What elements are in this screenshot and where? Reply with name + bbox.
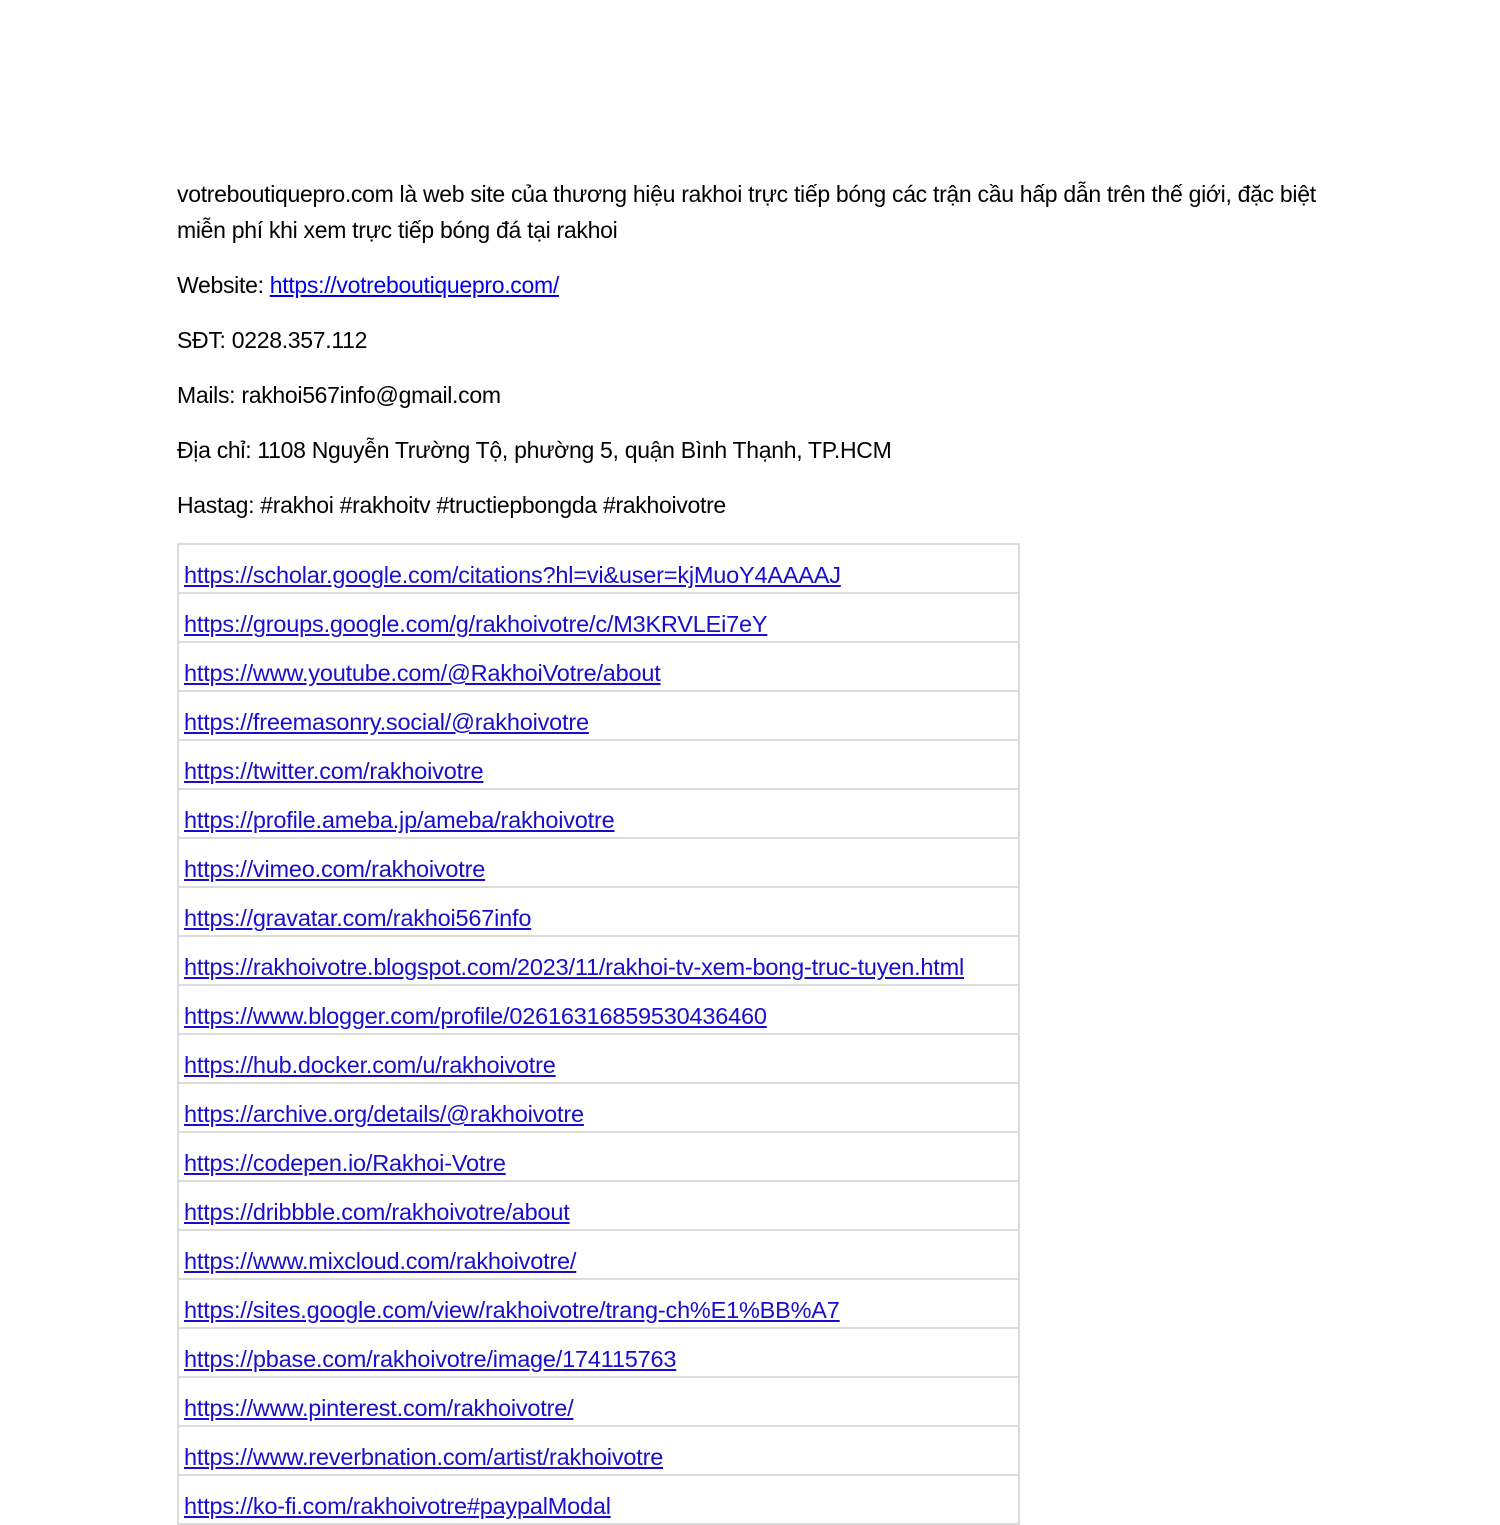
link[interactable]: https://freemasonry.social/@rakhoivotre bbox=[184, 709, 589, 735]
link[interactable]: https://archive.org/details/@rakhoivotre bbox=[184, 1101, 584, 1127]
table-row bbox=[178, 593, 1019, 642]
link-cell bbox=[178, 789, 1019, 838]
link-cell bbox=[178, 985, 1019, 1034]
table-row bbox=[178, 789, 1019, 838]
table-row bbox=[178, 691, 1019, 740]
link[interactable]: https://pbase.com/rakhoivotre/image/174115763 bbox=[184, 1346, 677, 1372]
address-line: Địa chỉ: 1108 Nguyễn Trường Tộ, phường 5, quận Bình Thạnh, TP.HCM bbox=[177, 437, 892, 463]
table-row bbox=[178, 1230, 1019, 1279]
link-cell bbox=[178, 691, 1019, 740]
table-row bbox=[178, 642, 1019, 691]
website-label: Website: bbox=[177, 272, 270, 298]
link[interactable]: https://www.youtube.com/@RakhoiVotre/about bbox=[184, 660, 661, 686]
link[interactable]: https://profile.ameba.jp/ameba/rakhoivotre bbox=[184, 807, 615, 833]
link-cell bbox=[178, 593, 1019, 642]
links-table bbox=[177, 543, 1020, 1525]
link-cell bbox=[178, 838, 1019, 887]
table-row bbox=[178, 1377, 1019, 1426]
link[interactable]: https://www.mixcloud.com/rakhoivotre/ bbox=[184, 1248, 577, 1274]
table-row bbox=[178, 1181, 1019, 1230]
table-row bbox=[178, 936, 1019, 985]
table-row bbox=[178, 1328, 1019, 1377]
table-row bbox=[178, 1132, 1019, 1181]
link[interactable]: https://dribbble.com/rakhoivotre/about bbox=[184, 1199, 570, 1225]
website-link[interactable]: https://votreboutiquepro.com/ bbox=[269, 272, 559, 298]
link-cell bbox=[178, 1034, 1019, 1083]
link-cell bbox=[178, 1230, 1019, 1279]
link-cell bbox=[178, 936, 1019, 985]
link-cell bbox=[178, 1132, 1019, 1181]
table-row bbox=[178, 887, 1019, 936]
document-body bbox=[177, 176, 1317, 542]
hashtag-line: Hastag: #rakhoi #rakhoitv #tructiepbongda #rakhoivotre bbox=[177, 492, 726, 518]
link-cell bbox=[178, 887, 1019, 936]
link-cell bbox=[178, 740, 1019, 789]
table-row bbox=[178, 985, 1019, 1034]
website-line bbox=[177, 267, 1317, 303]
table-row bbox=[178, 1426, 1019, 1475]
table-row bbox=[178, 1034, 1019, 1083]
table-row bbox=[178, 838, 1019, 887]
table-row bbox=[178, 544, 1019, 593]
link[interactable]: https://gravatar.com/rakhoi567info bbox=[184, 905, 532, 931]
link[interactable]: https://twitter.com/rakhoivotre bbox=[184, 758, 484, 784]
link-cell bbox=[178, 1426, 1019, 1475]
table-row bbox=[178, 740, 1019, 789]
link[interactable]: https://codepen.io/Rakhoi-Votre bbox=[184, 1150, 506, 1176]
link[interactable]: https://ko-fi.com/rakhoivotre#paypalModal bbox=[184, 1493, 611, 1519]
table-row bbox=[178, 1083, 1019, 1132]
table-row bbox=[178, 1279, 1019, 1328]
intro-paragraph: votreboutiquepro.com là web site của thương hiệu rakhoi trực tiếp bóng các trận cầu hấp dẫn trên thế giới, đặc biệt miễn phí khi xem trực tiếp bóng đá tại rakhoi bbox=[177, 181, 1316, 243]
link-cell bbox=[178, 544, 1019, 593]
phone-line: SĐT: 0228.357.112 bbox=[177, 327, 368, 353]
mail-line: Mails: rakhoi567info@gmail.com bbox=[177, 382, 501, 408]
link-cell bbox=[178, 1328, 1019, 1377]
link[interactable]: https://rakhoivotre.blogspot.com/2023/11/rakhoi-tv-xem-bong-truc-tuyen.html bbox=[184, 954, 965, 980]
link[interactable]: https://groups.google.com/g/rakhoivotre/c/M3KRVLEi7eY bbox=[184, 611, 768, 637]
link[interactable]: https://vimeo.com/rakhoivotre bbox=[184, 856, 486, 882]
link[interactable]: https://www.pinterest.com/rakhoivotre/ bbox=[184, 1395, 574, 1421]
link[interactable]: https://www.blogger.com/profile/02616316859530436460 bbox=[184, 1003, 767, 1029]
link-cell bbox=[178, 1181, 1019, 1230]
link-cell bbox=[178, 1279, 1019, 1328]
link-cell bbox=[178, 1377, 1019, 1426]
link[interactable]: https://scholar.google.com/citations?hl=vi&user=kjMuoY4AAAAJ bbox=[184, 562, 841, 588]
link[interactable]: https://www.reverbnation.com/artist/rakhoivotre bbox=[184, 1444, 664, 1470]
link[interactable]: https://hub.docker.com/u/rakhoivotre bbox=[184, 1052, 556, 1078]
link-cell bbox=[178, 1083, 1019, 1132]
link-cell bbox=[178, 642, 1019, 691]
link[interactable]: https://sites.google.com/view/rakhoivotre/trang-ch%E1%BB%A7 bbox=[184, 1297, 840, 1323]
